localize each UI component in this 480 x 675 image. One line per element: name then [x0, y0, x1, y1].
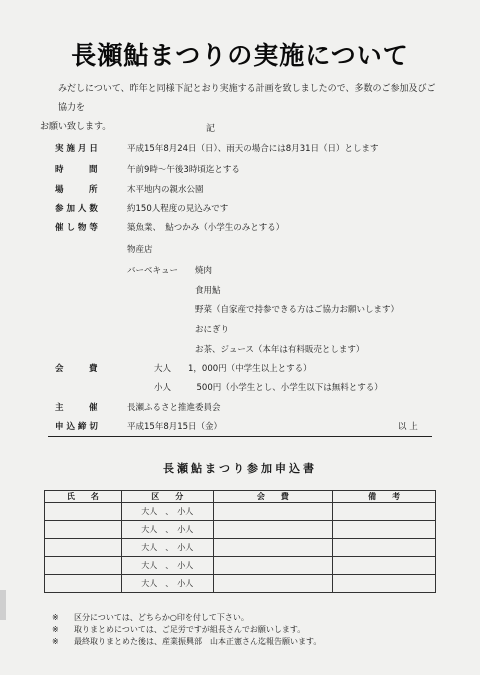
remarks-cell[interactable]	[333, 521, 436, 539]
detail-label-time: 時 間	[55, 165, 98, 175]
intro-line: お願い致します。	[40, 122, 112, 132]
table-header-row	[45, 491, 436, 503]
detail-label-date: 実 施 月 日	[55, 144, 98, 154]
note-item	[52, 624, 321, 636]
bbq-item: 野菜（自家産で持参できる方はご協力お願いします）	[195, 305, 400, 315]
intro-paragraph	[40, 80, 440, 137]
detail-value-date: 平成15年8月24日（日）、雨天の場合には8月31日（日）とします	[127, 144, 379, 154]
name-cell[interactable]	[45, 575, 122, 593]
remarks-cell[interactable]	[333, 557, 436, 575]
category-cell[interactable]: 大人 、 小人	[121, 575, 213, 593]
scan-edge-shadow	[0, 590, 6, 620]
table-row	[45, 521, 436, 539]
application-form-table	[44, 490, 436, 593]
notes-list	[52, 612, 321, 648]
category-cell[interactable]: 大人 、 小人	[121, 503, 213, 521]
form-title: 長瀬鮎まつり参加申込書	[163, 462, 317, 475]
remarks-cell[interactable]	[333, 503, 436, 521]
fee-cell[interactable]	[213, 539, 333, 557]
detail-value-place: 木平地内の親水公園	[127, 185, 204, 195]
category-cell[interactable]: 大人 、 小人	[121, 521, 213, 539]
fee-adult: 大人 1，000円（中学生以上とする）	[154, 364, 312, 374]
header-name: 氏 名	[45, 491, 122, 503]
detail-value-organizer: 長瀬ふるさと推進委員会	[127, 403, 221, 413]
header-category: 区 分	[121, 491, 213, 503]
category-cell[interactable]: 大人 、 小人	[121, 539, 213, 557]
bbq-item: 焼肉	[195, 266, 213, 276]
remarks-cell[interactable]	[333, 575, 436, 593]
intro-line: みだしについて、昨年と同様下記とおり実施する計画を致しましたので、多数のご参加及びご協力を	[58, 84, 436, 113]
note-item	[52, 636, 321, 648]
header-fee: 会 費	[213, 491, 333, 503]
fee-child: 小人 500円（小学生とし、小学生以下は無料とする）	[154, 383, 383, 393]
event-bbq: バーベキュー	[127, 266, 179, 276]
table-row	[45, 575, 436, 593]
table-row	[45, 557, 436, 575]
detail-value-participants: 約150人程度の見込みです	[127, 204, 229, 214]
document-title: 長瀬鮎まつりの実施について	[71, 41, 409, 70]
detail-label-organizer: 主 催	[55, 403, 98, 413]
section-divider	[48, 436, 432, 437]
detail-value-events: 築魚業、 鮎つかみ（小学生のみとする）	[127, 223, 285, 233]
category-cell[interactable]: 大人 、 小人	[121, 557, 213, 575]
table-row	[45, 503, 436, 521]
detail-value-deadline: 平成15年8月15日（金）	[127, 422, 223, 432]
note-item	[52, 612, 321, 624]
event-bussanten: 物産店	[127, 245, 153, 255]
note-mark: ※	[52, 637, 59, 646]
detail-label-participants: 参 加 人 数	[55, 204, 98, 214]
fee-cell[interactable]	[213, 557, 333, 575]
note-mark: ※	[52, 613, 59, 622]
detail-label-fee: 会 費	[55, 364, 98, 374]
bbq-item: おにぎり	[195, 325, 230, 335]
fee-cell[interactable]	[213, 521, 333, 539]
name-cell[interactable]	[45, 557, 122, 575]
remarks-cell[interactable]	[333, 539, 436, 557]
note-text: 最終取りまとめた後は、産業振興部 山本正憲さん迄報告願います。	[74, 637, 322, 646]
bbq-item: 食用鮎	[195, 286, 221, 296]
detail-label-deadline: 申 込 締 切	[55, 422, 98, 432]
name-cell[interactable]	[45, 539, 122, 557]
header-remarks: 備 考	[333, 491, 436, 503]
note-text: 区分については、どちらか○印を付して下さい。	[74, 613, 249, 622]
detail-label-events: 催 し 物 等	[55, 223, 98, 233]
note-text: 取りまとめについては、ご足労ですが組長さんでお願いします。	[74, 625, 306, 634]
fee-cell[interactable]	[213, 575, 333, 593]
note-mark: ※	[52, 625, 59, 634]
fee-cell[interactable]	[213, 503, 333, 521]
bbq-item: お茶、ジュース（本年は有料販売とします）	[195, 345, 365, 355]
detail-label-place: 場 所	[55, 185, 98, 195]
end-mark: 以 上	[398, 422, 418, 432]
table-row	[45, 539, 436, 557]
name-cell[interactable]	[45, 503, 122, 521]
ki-heading: 記	[206, 124, 216, 134]
name-cell[interactable]	[45, 521, 122, 539]
detail-value-time: 午前9時〜午後3時頃迄とする	[127, 165, 240, 175]
